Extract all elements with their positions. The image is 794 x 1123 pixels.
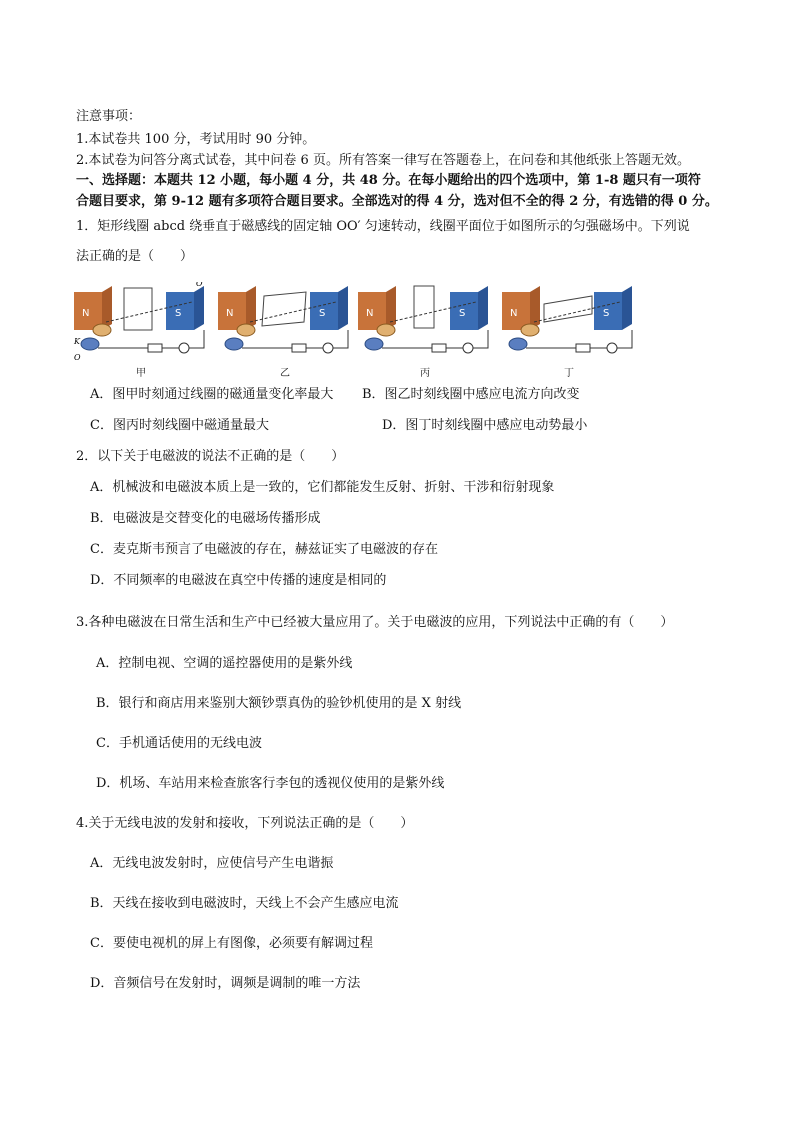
label-o: O <box>74 353 81 362</box>
svg-text:S: S <box>459 308 466 319</box>
q2-option-c: C．麦克斯韦预言了电磁波的存在，赫兹证实了电磁波的存在 <box>90 542 438 557</box>
q3-option-c: C．手机通话使用的无线电波 <box>96 736 262 751</box>
notes-heading: 注意事项： <box>76 109 142 124</box>
svg-text:S: S <box>319 308 326 319</box>
q4-option-a: A．无线电波发射时，应使信号产生电谐振 <box>90 856 334 871</box>
notes-item-2: 2.本试卷为问答分离式试卷，其中问卷 6 页。所有答案一律写在答题卷上，在问卷和其他纸张上答题无效。 <box>76 153 690 168</box>
q4-stem: 4.关于无线电波的发射和接收，下列说法正确的是（ ） <box>76 816 414 831</box>
q3-option-d: D．机场、车站用来检查旅客行李包的透视仪使用的是紫外线 <box>96 776 445 791</box>
q1-stem-line-2: 法正确的是（ ） <box>76 249 194 264</box>
q1-option-a: A．图甲时刻通过线圈的磁通量变化率最大 <box>90 387 334 402</box>
figure-caption-jia: 甲 <box>136 368 146 379</box>
q1-option-b: B．图乙时刻线圈中感应电流方向改变 <box>362 387 580 402</box>
q3-stem: 3.各种电磁波在日常生活和生产中已经被大量应用了。关于电磁波的应用，下列说法中正确的有（ ） <box>76 615 674 630</box>
notes-item-1: 1.本试卷共 100 分，考试用时 90 分钟。 <box>76 132 316 147</box>
section-instructions-line-1: 一、选择题：本题共 12 小题，每小题 4 分，共 48 分。在每小题给出的四个选项中，第 1-8 题只有一项符 <box>76 173 701 188</box>
q1-stem-line-1: 1．矩形线圈 abcd 绕垂直于磁感线的固定轴 OO′ 匀速转动，线圈平面位于如图所示的匀强磁场中。下列说 <box>76 219 690 234</box>
q2-option-d: D．不同频率的电磁波在真空中传播的速度是相同的 <box>90 573 387 588</box>
label-o-prime: O′ <box>196 282 205 288</box>
q2-stem: 2．以下关于电磁波的说法不正确的是（ ） <box>76 449 345 464</box>
q4-option-b: B．天线在接收到电磁波时，天线上不会产生感应电流 <box>90 896 399 911</box>
south-label: S <box>175 308 182 319</box>
q1-option-d: D．图丁时刻线圈中感应电动势最小 <box>382 418 588 433</box>
q3-option-a: A．控制电视、空调的遥控器使用的是紫外线 <box>96 656 353 671</box>
svg-text:N: N <box>226 308 234 319</box>
figure-caption-yi: 乙 <box>280 368 290 379</box>
svg-text:N: N <box>366 308 374 319</box>
figure-caption-bing: 丙 <box>420 368 430 379</box>
svg-text:S: S <box>603 308 610 319</box>
svg-text:N: N <box>510 308 518 319</box>
figure-caption-ding: 丁 <box>564 368 574 379</box>
section-instructions-line-2: 合题目要求，第 9-12 题有多项符合题目要求。全部选对的得 4 分，选对但不全的得 2 分，有选错的得 0 分。 <box>76 194 718 209</box>
q2-option-a: A．机械波和电磁波本质上是一致的，它们都能发生反射、折射、干涉和衍射现象 <box>90 480 555 495</box>
q2-option-b: B．电磁波是交替变化的电磁场传播形成 <box>90 511 321 526</box>
q3-option-b: B．银行和商店用来鉴别大额钞票真伪的验钞机使用的是 X 射线 <box>96 696 462 711</box>
q4-option-d: D．音频信号在发射时，调频是调制的唯一方法 <box>90 976 361 991</box>
north-label: N <box>82 308 90 319</box>
q1-option-c: C．图丙时刻线圈中磁通量最大 <box>90 418 269 433</box>
q4-option-c: C．要使电视机的屏上有图像，必须要有解调过程 <box>90 936 373 951</box>
label-k: K <box>74 337 80 346</box>
